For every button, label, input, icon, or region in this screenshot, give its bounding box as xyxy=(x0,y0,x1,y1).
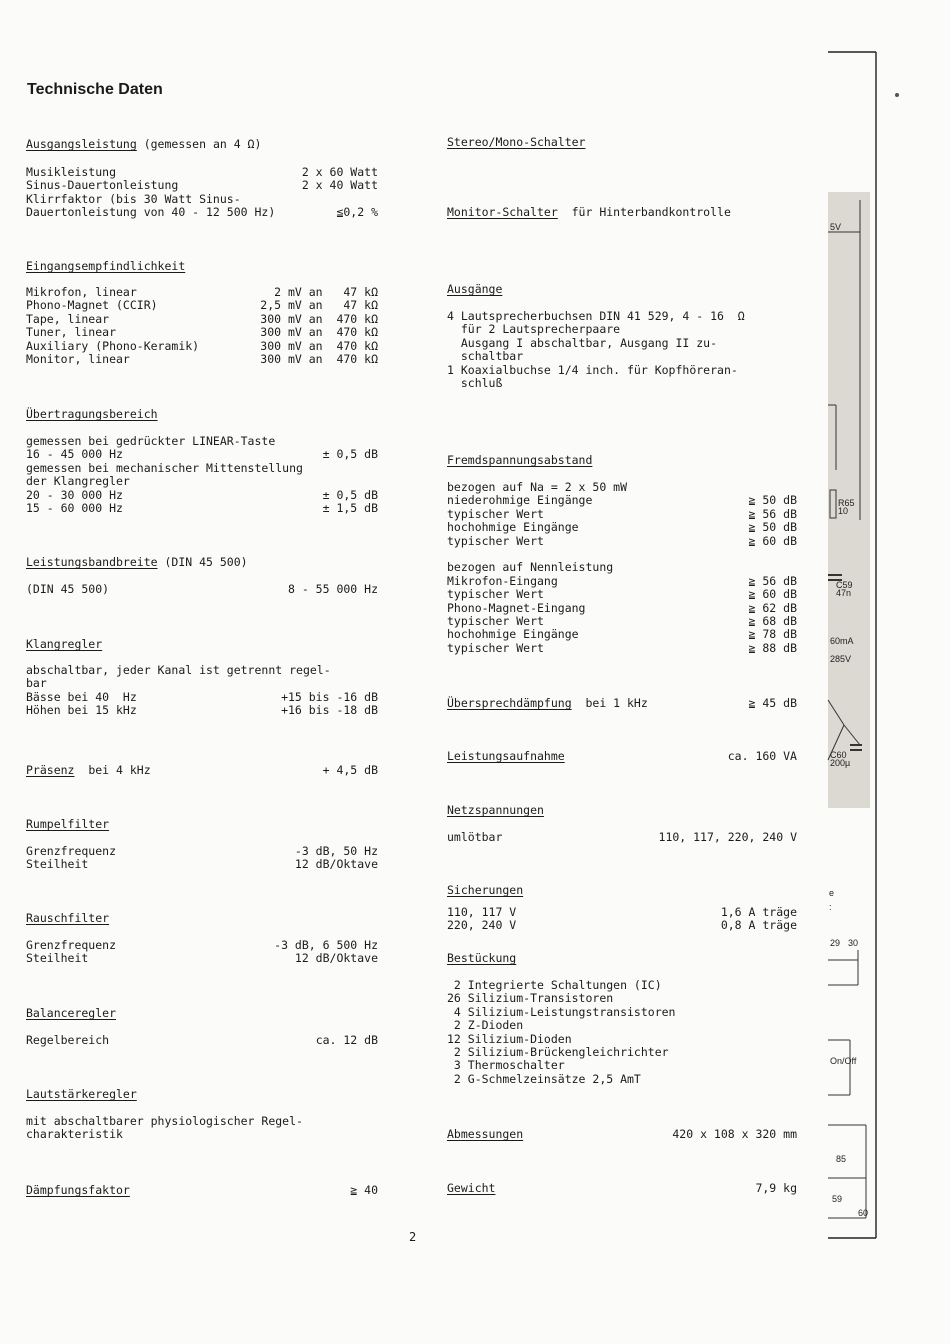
section-heading-text: Bestückung xyxy=(447,951,517,965)
spec-label: typischer Wert xyxy=(447,640,544,655)
section-heading-text: Gewicht xyxy=(447,1181,496,1195)
spec-label: Mikrofon, linear xyxy=(26,285,137,299)
edge-label: 5V xyxy=(830,222,842,232)
section-heading xyxy=(447,283,502,296)
spec-label: umlötbar xyxy=(447,830,503,844)
spec-value: 2 x 60 Watt xyxy=(301,165,378,179)
spec-value: ≧ 56 dB xyxy=(748,506,797,521)
section-heading xyxy=(26,1007,116,1020)
section-heading xyxy=(26,818,109,831)
spec-value: ≧ 50 dB xyxy=(748,493,797,508)
section-heading-text: Rumpelfilter xyxy=(26,817,110,831)
spec-label: 2 Silizium-Brückengleichrichter xyxy=(447,1045,669,1059)
spec-label: hochohmige Eingänge xyxy=(447,520,579,535)
spec-value: ≦0,2 % xyxy=(336,205,378,220)
section-heading-text: Sicherungen xyxy=(447,883,524,897)
section-heading-text: Leistungsaufnahme xyxy=(447,749,565,763)
spec-label: schaltbar xyxy=(447,349,524,364)
spec-label: Grenzfrequenz xyxy=(26,938,117,952)
spec-label: Klirrfaktor (bis 30 Watt Sinus- xyxy=(26,191,241,206)
spec-value: 300 mV an 470 kΩ xyxy=(260,338,378,353)
spec-label: 3 Thermoschalter xyxy=(447,1058,565,1073)
spec-value: 8 - 55 000 Hz xyxy=(287,582,378,596)
spec-label: Dauertonleistung von 40 - 12 500 Hz) xyxy=(26,205,276,220)
section-heading-note: bei 4 kHz xyxy=(74,763,151,777)
spec-label: Tuner, linear xyxy=(26,325,117,340)
page-title: Technische Daten xyxy=(27,81,163,98)
section-heading-text: Eingangsempfindlichkeit xyxy=(26,259,186,273)
edge-label: C60 xyxy=(830,750,847,760)
spec-label: Musikleistung xyxy=(26,165,117,179)
spec-label: mit abschaltbarer physiologischer Regel- xyxy=(26,1114,303,1128)
spec-value: ≧ 50 dB xyxy=(748,520,797,535)
spec-label: Steilheit xyxy=(26,951,89,966)
spec-value: +15 bis -16 dB xyxy=(281,689,378,704)
spec-label: Phono-Magnet-Eingang xyxy=(447,600,586,615)
spec-label: Tape, linear xyxy=(26,311,110,326)
spec-label: 2 Integrierte Schaltungen (IC) xyxy=(447,978,662,992)
spec-label: 220, 240 V xyxy=(447,918,517,933)
spec-value: ± 1,5 dB xyxy=(322,501,378,515)
section-heading-text: Netzspannungen xyxy=(447,803,544,817)
spec-value: ≧ 62 dB xyxy=(748,600,797,615)
spec-label: Bässe bei 40 Hz xyxy=(26,689,137,704)
section-heading xyxy=(447,952,516,965)
section-heading xyxy=(447,804,544,817)
spec-value: -3 dB, 50 Hz xyxy=(294,844,378,858)
spec-value: +16 bis -18 dB xyxy=(281,703,378,718)
spec-value: 12 dB/Oktave xyxy=(294,857,378,872)
spec-value: 110, 117, 220, 240 V xyxy=(658,830,797,844)
edge-label: On/Off xyxy=(830,1056,857,1066)
section-heading-text: Dämpfungsfaktor xyxy=(26,1183,130,1197)
section-heading-note: für Hinterbandkontrolle xyxy=(557,205,731,219)
spec-label: 1 Koaxialbuchse 1/4 inch. für Kopfhöreran- xyxy=(447,362,738,377)
section-heading xyxy=(447,884,523,897)
spec-value: 300 mV an 470 kΩ xyxy=(260,352,378,366)
section-heading-text: Präsenz xyxy=(26,763,75,777)
spec-label: charakteristik xyxy=(26,1127,123,1142)
edge-label: 47n xyxy=(836,588,852,598)
spec-label: (DIN 45 500) xyxy=(26,582,110,596)
spec-label: 26 Silizium-Transistoren xyxy=(447,991,614,1006)
spec-label: typischer Wert xyxy=(447,587,544,602)
spec-value: 300 mV an 470 kΩ xyxy=(260,325,378,340)
spec-value: 1,6 A träge xyxy=(720,905,797,919)
edge-label: 60 xyxy=(858,1208,869,1218)
section-heading xyxy=(26,260,185,273)
spec-label: bezogen auf Nennleistung xyxy=(447,560,614,575)
section-value: ca. 160 VA xyxy=(727,749,797,763)
edge-label: 85 xyxy=(836,1154,847,1164)
section-heading xyxy=(447,206,731,219)
edge-label: 60mA xyxy=(830,636,854,646)
section-heading xyxy=(26,556,248,569)
spec-label: Mikrofon-Eingang xyxy=(447,573,558,588)
spec-label: schluß xyxy=(447,376,503,390)
section-value: 7,9 kg xyxy=(755,1181,797,1195)
spec-label: typischer Wert xyxy=(447,506,544,521)
spec-value: 2 mV an 47 kΩ xyxy=(274,285,378,299)
spec-label: Monitor, linear xyxy=(26,352,130,366)
spec-label: 15 - 60 000 Hz xyxy=(26,501,123,515)
edge-label: 59 xyxy=(832,1194,843,1204)
section-heading-text: Fremdspannungsabstand xyxy=(447,453,593,467)
section-heading-text: Übertragungsbereich xyxy=(26,407,158,421)
edge-label: : xyxy=(829,902,832,912)
section-heading xyxy=(26,638,102,651)
spec-label: bezogen auf Na = 2 x 50 mW xyxy=(447,480,628,494)
section-heading-text: Übersprechdämpfung xyxy=(447,696,572,710)
edge-label: 30 xyxy=(848,938,859,948)
section-heading xyxy=(447,136,585,149)
spec-label: 12 Silizium-Dioden xyxy=(447,1031,572,1046)
page-number: 2 xyxy=(409,1230,417,1244)
spec-label: Höhen bei 15 kHz xyxy=(26,703,137,718)
section-value: ≧ 40 xyxy=(350,1183,378,1197)
edge-label: C59 xyxy=(836,580,853,590)
spec-label: gemessen bei mechanischer Mittenstellung xyxy=(26,460,303,475)
spec-value: 0,8 A träge xyxy=(720,918,797,933)
section-heading-text: Monitor-Schalter xyxy=(447,205,558,219)
edge-label: 285V xyxy=(830,654,852,664)
spec-value: ± 0,5 dB xyxy=(322,447,378,462)
spec-label: 4 Silizium-Leistungstransistoren xyxy=(447,1004,676,1019)
edge-label: R65 xyxy=(838,498,855,508)
spec-label: Grenzfrequenz xyxy=(26,844,117,858)
spec-value: ± 0,5 dB xyxy=(322,487,378,502)
section-heading-text: Lautstärkeregler xyxy=(26,1087,137,1101)
spec-value: 300 mV an 470 kΩ xyxy=(260,311,378,326)
spec-label: der Klangregler xyxy=(26,474,130,489)
spec-value: 2,5 mV an 47 kΩ xyxy=(260,298,378,313)
spec-value: ≧ 60 dB xyxy=(748,587,797,602)
spec-label: 2 Z-Dioden xyxy=(447,1018,524,1033)
section-heading-text: Ausgangsleistung xyxy=(26,137,137,151)
section-value: ≧ 45 dB xyxy=(748,696,797,710)
section-heading-text: Klangregler xyxy=(26,637,103,651)
spec-label: niederohmige Eingänge xyxy=(447,493,593,508)
spec-value: 12 dB/Oktave xyxy=(294,951,378,966)
edge-label: e xyxy=(829,888,835,898)
section-heading-note: bei 1 kHz xyxy=(571,696,648,710)
spec-value: ca. 12 dB xyxy=(315,1033,378,1047)
spec-label: Ausgang I abschaltbar, Ausgang II zu- xyxy=(447,335,718,350)
section-heading-text: Balanceregler xyxy=(26,1006,117,1020)
spec-value: -3 dB, 6 500 Hz xyxy=(274,938,378,952)
spec-label: 20 - 30 000 Hz xyxy=(26,487,123,502)
spec-label: 4 Lautsprecherbuchsen DIN 41 529, 4 - 16 Ω xyxy=(447,309,745,323)
spec-value: ≧ 88 dB xyxy=(748,640,797,655)
section-heading-note: (DIN 45 500) xyxy=(157,555,248,569)
spec-value: ≧ 56 dB xyxy=(748,573,797,588)
spec-label: hochohmige Eingänge xyxy=(447,627,579,642)
spec-label: Regelbereich xyxy=(26,1033,110,1047)
section-heading-note: (gemessen an 4 Ω) xyxy=(136,137,262,151)
spec-value: ≧ 78 dB xyxy=(748,627,797,642)
section-heading-text: Leistungsbandbreite xyxy=(26,555,158,569)
spec-label: 16 - 45 000 Hz xyxy=(26,447,123,462)
edge-label: 29 xyxy=(830,938,841,948)
spec-label: für 2 Lautsprecherpaare xyxy=(447,322,621,337)
spec-label: 110, 117 V xyxy=(447,905,517,919)
spec-value: ≧ 68 dB xyxy=(748,614,797,628)
spec-value: ≧ 60 dB xyxy=(748,533,797,548)
section-heading xyxy=(26,912,109,925)
section-heading-text: Stereo/Mono-Schalter xyxy=(447,135,586,149)
section-heading xyxy=(26,408,158,421)
spec-label: Phono-Magnet (CCIR) xyxy=(26,298,158,313)
schematic-edge-fragment xyxy=(820,0,950,1344)
spec-label: typischer Wert xyxy=(447,614,544,628)
spec-label: typischer Wert xyxy=(447,533,544,548)
spec-label: gemessen bei gedrückter LINEAR-Taste xyxy=(26,434,276,448)
edge-label: 10 xyxy=(838,506,849,516)
spec-label: abschaltbar, jeder Kanal ist getrennt regel- xyxy=(26,663,331,677)
section-heading xyxy=(26,138,261,151)
spec-label: Auxiliary (Phono-Keramik) xyxy=(26,338,200,353)
section-heading-text: Rauschfilter xyxy=(26,911,110,925)
section-heading xyxy=(447,454,592,467)
section-value: 420 x 108 x 320 mm xyxy=(672,1127,797,1141)
spec-label: Sinus-Dauertonleistung xyxy=(26,178,179,193)
spec-label: Steilheit xyxy=(26,857,89,872)
spec-value: 2 x 40 Watt xyxy=(301,178,378,193)
spec-label: 2 G-Schmelzeinsätze 2,5 AmT xyxy=(447,1071,641,1086)
section-heading-text: Abmessungen xyxy=(447,1127,524,1141)
section-heading xyxy=(26,1088,137,1101)
section-heading-text: Ausgänge xyxy=(447,282,503,296)
edge-label: 200µ xyxy=(830,758,851,768)
section-value: + 4,5 dB xyxy=(322,763,378,777)
spec-label: bar xyxy=(26,676,47,691)
